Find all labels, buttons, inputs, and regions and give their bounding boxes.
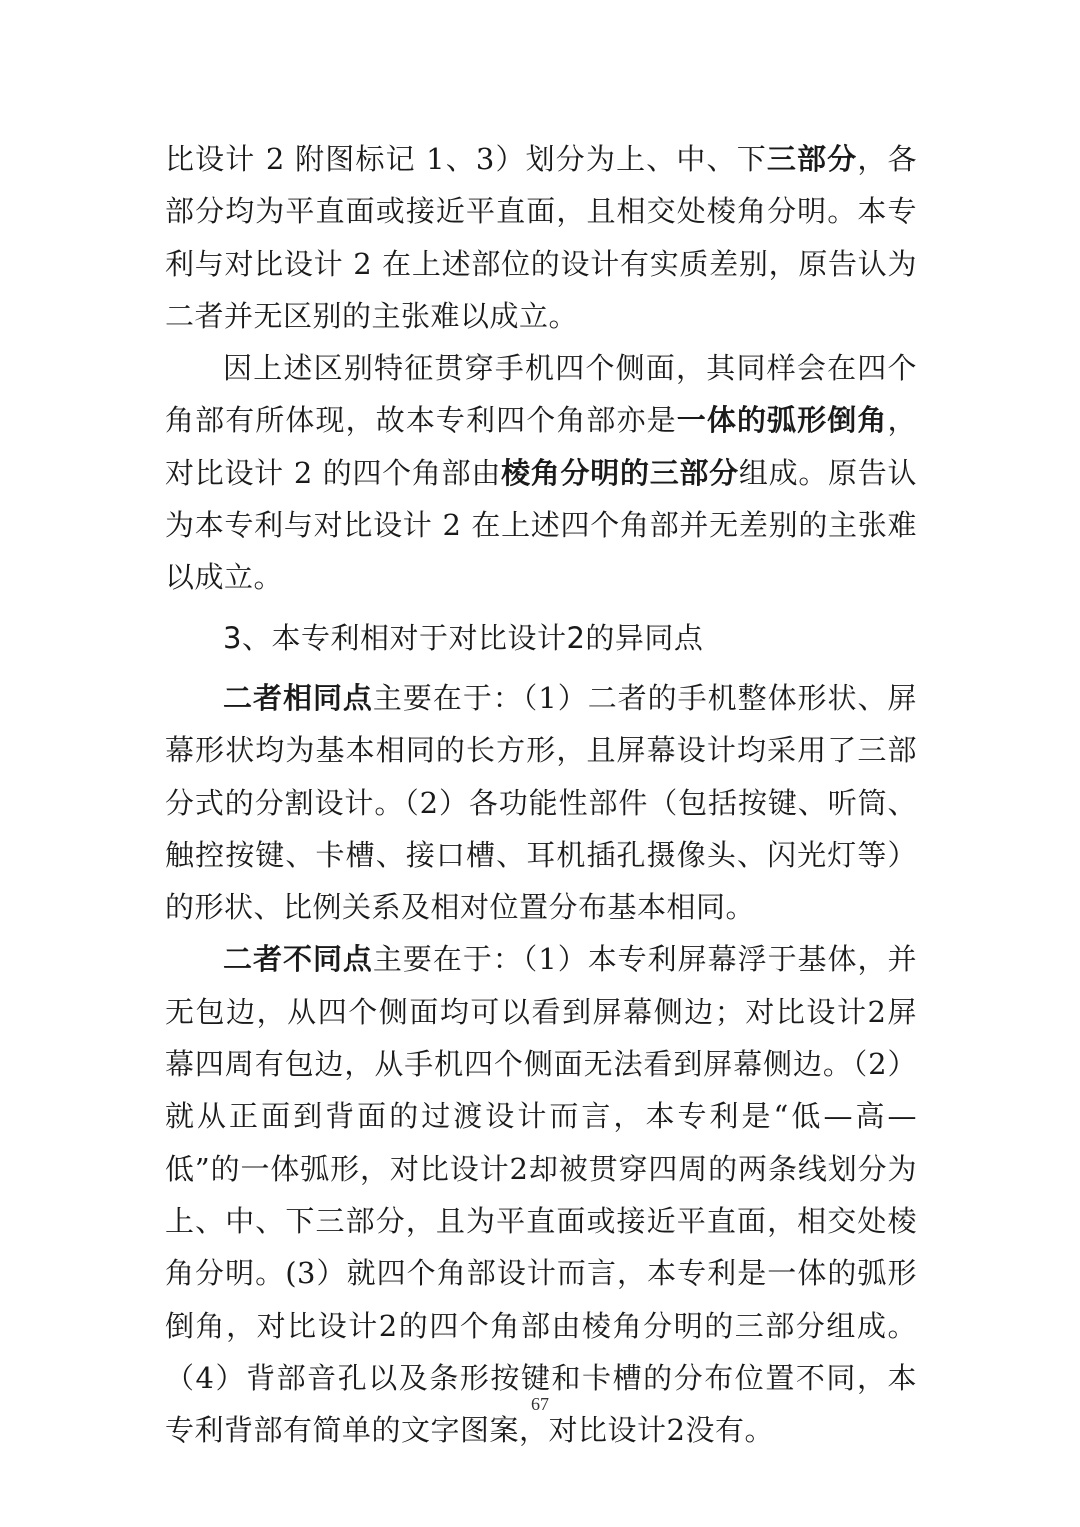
text-run: 因上述区别特征贯穿手机四个侧面，其同样会在四个角部有所体现，故本专利四个角部亦是: [165, 351, 917, 438]
label-differences: 二者不同点: [223, 942, 373, 977]
section-heading: 3、本专利相对于对比设计2的异同点: [223, 620, 704, 655]
paragraph-corners: [165, 342, 917, 603]
paragraph-differences: [165, 933, 917, 1456]
spacer: [165, 664, 917, 672]
text-run: 主要在于：（1）本专利屏幕浮于基体，并无包边，从四个侧面均可以看到屏幕侧边；对比设计2屏幕四周有包边，从手机四个侧面无法看到屏幕侧边。（2）就从正面到背面的过渡设计而言，本专利是“低—高—低”的一体弧形，对比设计2却被贯穿四周的两条线划分为上、中、下三部分，且为平直面或接近平直面，相交处棱角分明。(3）就四个角部设计而言，本专利是一体的弧形倒角，对比设计2的四个角部由棱角分明的三部分组成。（4）背部音孔以及条形按键和卡槽的分布位置不同，本专利背部有简单的文字图案，对比设计2没有。: [165, 942, 917, 1448]
emphasis-sharp-three-parts: 棱角分明的三部分: [501, 455, 739, 490]
paragraph-continuation: [165, 133, 917, 342]
text-run: ，对比设计 2 的四个角部由: [165, 403, 917, 490]
emphasis-arc-chamfer: 一体的弧形倒角: [676, 403, 888, 438]
paragraph-similarities: [165, 672, 917, 933]
text-run: 比设计 2 附图标记 1、3）划分为上、中、下: [165, 142, 767, 176]
label-similarities: 二者相同点: [223, 680, 373, 715]
emphasis-three-parts: 三部分: [766, 142, 858, 176]
text-run: 主要在于：（1）二者的手机整体形状、屏幕形状均为基本相同的长方形，且屏幕设计均采用了三部分式的分割设计。（2）各功能性部件（包括按键、听筒、触控按键、卡槽、接口槽、耳机插孔摄像头、闪光灯等）的形状、比例关系及相对位置分布基本相同。: [165, 680, 917, 925]
text-run: 组成。原告认为本专利与对比设计 2 在上述四个角部并无差别的主张难以成立。: [165, 455, 917, 595]
text-run: ，各部分均为平直面或接近平直面，且相交处棱角分明。本专利与对比设计 2 在上述部位的设计有实质差别，原告认为二者并无区别的主张难以成立。: [165, 142, 917, 333]
body-text: [165, 133, 917, 1456]
spacer: [165, 604, 917, 612]
page-number: 67: [531, 1394, 549, 1414]
